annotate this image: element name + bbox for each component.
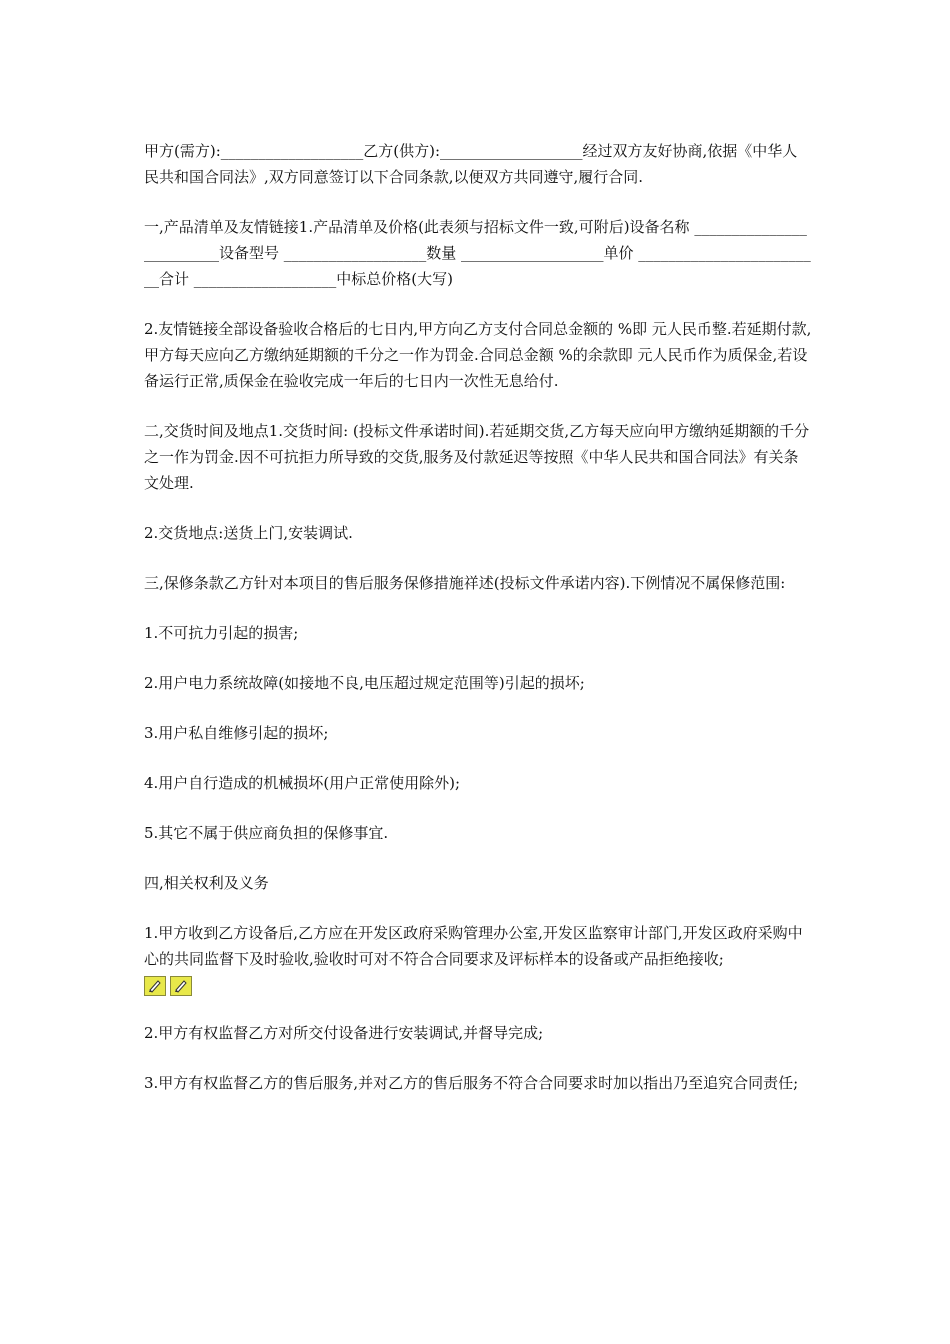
section-rights-heading: 四,相关权利及义务 [144,874,269,892]
paragraph-delivery-time: 二,交货时间及地点1.交货时间: (投标文件承诺时间).若延期交货,乙方每天应向甲方缴纳延期额的千分之一作为罚金.因不可抗拒力所导致的交货,服务及付款延迟等按照《中华人民共和国合同法》有关条文处理. [144,422,810,492]
paragraph-warranty: 三,保修条款乙方针对本项目的售后服务保修措施祥述(投标文件承诺内容).下例情况不属保修范围: [144,574,786,592]
paragraph-product-list: 一,产品清单及友情链接1.产品清单及价格(此表须与招标文件一致,可附后)设备名称 _________________________设备型号 ___________________数量 ___________________单价 _________________________合计 ___________________中标总价格(大写) [144,218,811,288]
warranty-item-2: 2.用户电力系统故障(如接地不良,电压超过规定范围等)引起的损坏; [144,674,585,692]
rights-item-3: 3.甲方有权监督乙方的售后服务,并对乙方的售后服务不符合合同要求时加以指出乃至追究合同责任; [144,1074,799,1092]
paragraph-delivery-place: 2.交货地点:送货上门,安装调试. [144,524,353,542]
edit-icon[interactable] [144,976,166,996]
contract-body [144,138,812,1096]
paragraph-parties: 甲方(需方):___________________乙方(供方):___________________经过双方友好协商,依据《中华人民共和国合同法》,双方同意签订以下合同条款,以便双方共同遵守,履行合同. [144,142,798,186]
rights-item-1: 1.甲方收到乙方设备后,乙方应在开发区政府采购管理办公室,开发区监察审计部门,开发区政府采购中心的共同监督下及时验收,验收时可对不符合合同要求及评标样本的设备或产品拒绝接收; [144,924,803,968]
rights-item-2: 2.甲方有权监督乙方对所交付设备进行安装调试,并督导完成; [144,1024,544,1042]
paragraph-payment: 2.友情链接全部设备验收合格后的七日内,甲方向乙方支付合同总金额的 %即 元人民币整.若延期付款,甲方每天应向乙方缴纳延期额的千分之一作为罚金.合同总金额 %的余款即 元人民币作为质保金,若设备运行正常,质保金在验收完成一年后的七日内一次性无息给付. [144,320,812,390]
warranty-item-4: 4.用户自行造成的机械损坏(用户正常使用除外); [144,774,461,792]
warranty-item-3: 3.用户私自维修引起的损坏; [144,724,329,742]
warranty-item-5: 5.其它不属于供应商负担的保修事宜. [144,824,389,842]
edit-icon[interactable] [170,976,192,996]
warranty-item-1: 1.不可抗力引起的损害; [144,624,299,642]
edit-icons-row[interactable] [144,976,812,996]
